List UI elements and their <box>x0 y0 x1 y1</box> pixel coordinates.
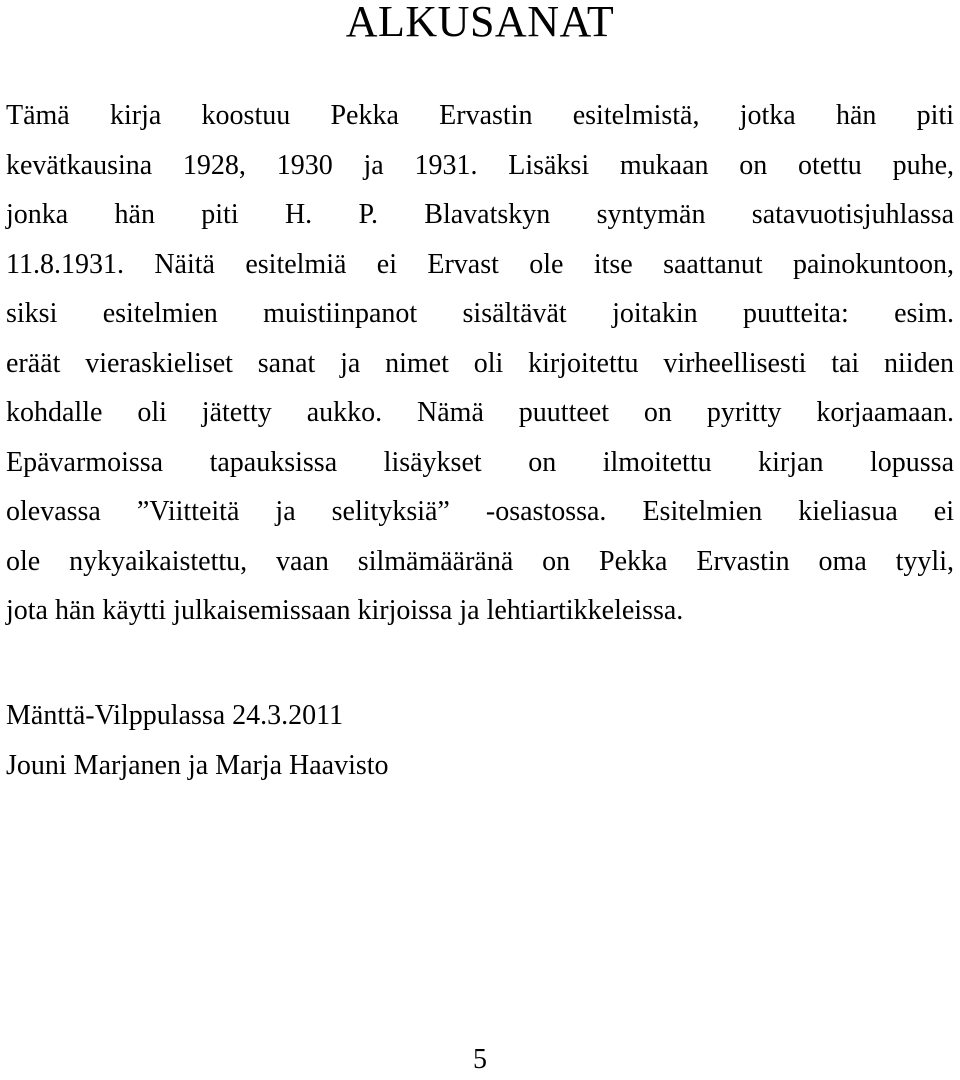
place-date: Mänttä-Vilppulassa 24.3.2011 <box>6 700 344 731</box>
paragraph-line: kevätkausina 1928, 1930 ja 1931. Lisäksi mukaan on otettu puhe, <box>6 149 954 181</box>
paragraph-line: kohdalle oli jätetty aukko. Nämä puutteet on pyritty korjaamaan. <box>6 397 954 428</box>
page-number: 5 <box>473 1044 487 1075</box>
paragraph-line: ole nykyaikaistettu, vaan silmämääränä on Pekka Ervastin oma tyyli, <box>6 545 954 577</box>
paragraph-line: jota hän käytti julkaisemissaan kirjoissa ja lehtiartikkeleissa. <box>6 595 684 626</box>
authors: Jouni Marjanen ja Marja Haavisto <box>6 749 389 781</box>
paragraph-line: jonka hän piti H. P. Blavatskyn syntymän satavuotisjuhlassa <box>6 199 954 230</box>
preface-paragraph <box>6 91 954 636</box>
paragraph-line: 11.8.1931. Näitä esitelmiä ei Ervast ole itse saattanut painokuntoon, <box>6 248 954 280</box>
signature-block <box>6 691 954 790</box>
paragraph-line: Epävarmoissa tapauksissa lisäykset on ilmoitettu kirjan lopussa <box>6 446 954 478</box>
page-title: ALKUSANAT <box>345 0 615 46</box>
paragraph-line: eräät vieraskieliset sanat ja nimet oli kirjoitettu virheellisesti tai niiden <box>6 347 954 379</box>
paragraph-line: Tämä kirja koostuu Pekka Ervastin esitelmistä, jotka hän piti <box>6 100 954 131</box>
paragraph-line: siksi esitelmien muistiinpanot sisältävät joitakin puutteita: esim. <box>6 298 954 329</box>
paragraph-line: olevassa ”Viitteitä ja selityksiä” -osastossa. Esitelmien kieliasua ei <box>6 496 954 527</box>
